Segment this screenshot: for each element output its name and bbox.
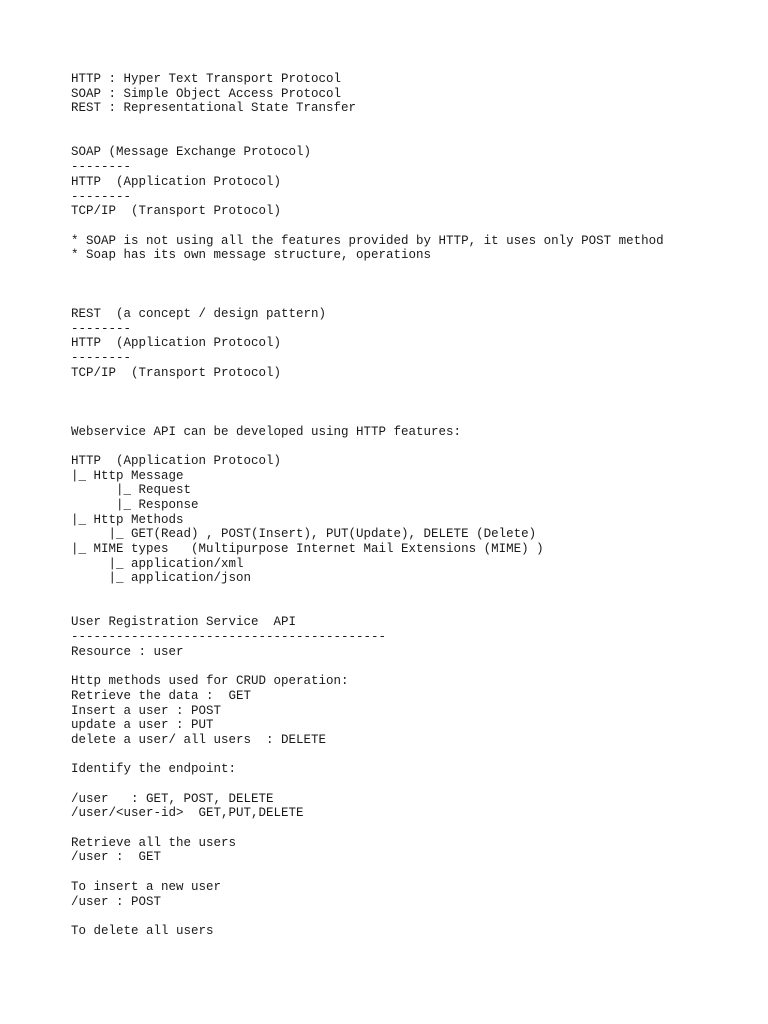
text-line: -------- xyxy=(71,351,132,366)
text-line xyxy=(71,263,751,278)
text-line: * SOAP is not using all the features provided by HTTP, it uses only POST method xyxy=(71,233,664,248)
text-line: HTTP (Application Protocol) xyxy=(71,174,282,189)
text-line xyxy=(71,601,751,616)
text-line: Retrieve all the users xyxy=(71,835,237,850)
text-line xyxy=(71,116,751,131)
text-line xyxy=(71,395,751,410)
text-line: Webservice API can be developed using HTTP features: xyxy=(71,424,462,439)
text-line: To insert a new user xyxy=(71,879,222,894)
text-line: |_ GET(Read) , POST(Insert), PUT(Update), DELETE (Delete) xyxy=(71,527,537,542)
text-line: ------------------------------------------ xyxy=(71,630,387,645)
text-line: * Soap has its own message structure, operations xyxy=(71,248,432,263)
text-line xyxy=(71,748,751,763)
text-line: |_ MIME types (Multipurpose Internet Mail Extensions (MIME) ) xyxy=(71,542,544,556)
text-line: To delete all users xyxy=(71,923,214,938)
text-line: /user : POST xyxy=(71,894,162,909)
text-line: REST (a concept / design pattern) xyxy=(71,307,327,321)
text-line xyxy=(71,821,751,836)
text-line: Identify the endpoint: xyxy=(71,762,237,777)
text-line: /user : GET, POST, DELETE xyxy=(71,791,274,806)
text-line: Http methods used for CRUD operation: xyxy=(71,674,349,689)
text-line xyxy=(71,660,751,675)
text-line: update a user : PUT xyxy=(71,718,214,733)
text-line: -------- xyxy=(71,160,132,175)
text-line: Insert a user : POST xyxy=(71,703,222,718)
text-line xyxy=(71,219,751,234)
document-text xyxy=(71,72,751,939)
text-line xyxy=(71,131,751,146)
text-line xyxy=(71,410,751,425)
text-line: Resource : user xyxy=(71,644,184,659)
text-line: Retrieve the data : GET xyxy=(71,688,252,703)
text-line: -------- xyxy=(71,189,132,204)
text-line: |_ Response xyxy=(71,497,199,512)
text-line: REST : Representational State Transfer xyxy=(71,101,357,116)
text-line xyxy=(71,777,751,792)
text-line: delete a user/ all users : DELETE xyxy=(71,732,327,747)
text-line: SOAP (Message Exchange Protocol) xyxy=(71,145,312,160)
text-line: -------- xyxy=(71,321,132,336)
text-line: |_ application/json xyxy=(71,571,252,586)
text-line xyxy=(71,278,751,293)
text-line: HTTP (Application Protocol) xyxy=(71,453,282,468)
text-line: HTTP (Application Protocol) xyxy=(71,336,282,351)
text-line xyxy=(71,380,751,395)
text-line xyxy=(71,439,751,454)
text-line: |_ Http Message xyxy=(71,468,184,483)
text-line: TCP/IP (Transport Protocol) xyxy=(71,365,282,380)
text-line: SOAP : Simple Object Access Protocol xyxy=(71,86,342,101)
text-line xyxy=(71,292,751,307)
text-line: |_ Http Methods xyxy=(71,512,184,527)
text-line: TCP/IP (Transport Protocol) xyxy=(71,204,282,219)
text-line xyxy=(71,586,751,601)
text-line: /user/<user-id> GET,PUT,DELETE xyxy=(71,806,304,821)
text-line: /user : GET xyxy=(71,850,162,865)
text-line: User Registration Service API xyxy=(71,615,297,630)
text-line xyxy=(71,909,751,924)
text-line: |_ application/xml xyxy=(71,556,244,571)
text-line: HTTP : Hyper Text Transport Protocol xyxy=(71,72,342,86)
text-line: |_ Request xyxy=(71,483,192,498)
text-line xyxy=(71,865,751,880)
